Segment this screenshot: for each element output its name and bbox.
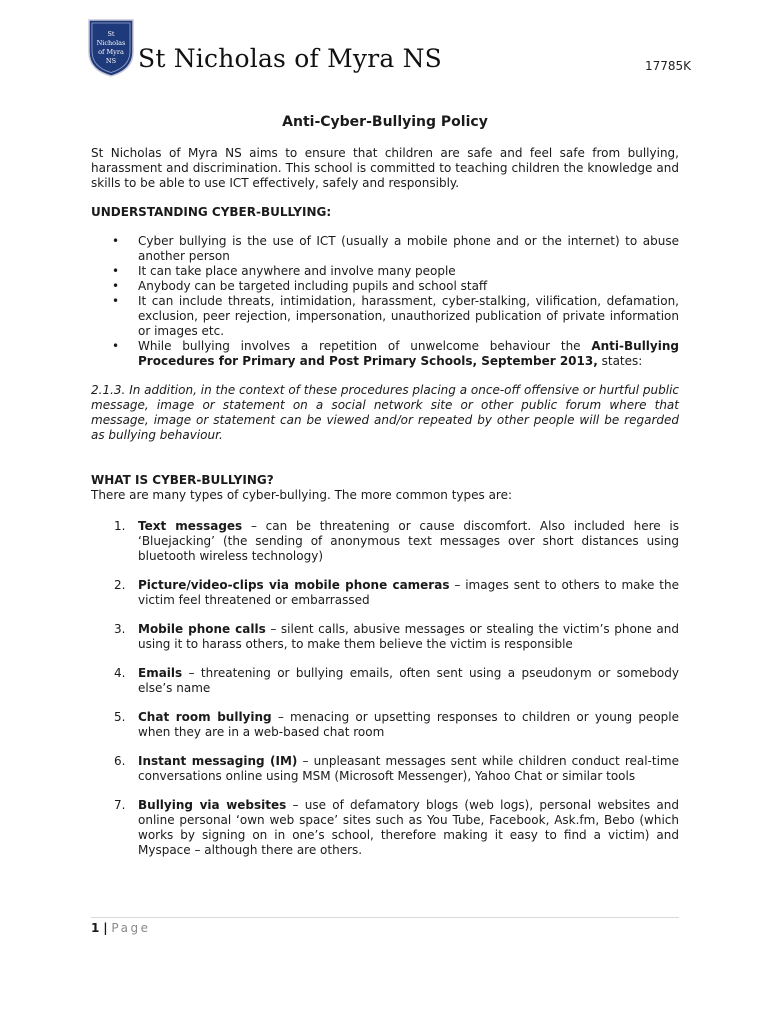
procedures-quote: 2.1.3. In addition, in the context of these procedures placing a once-off offensive or hurtful public message, image or statement on a social network site or other public forum where that message, image or statement can be viewed and/or repeated by other people will be regarded as bullying behaviour. xyxy=(91,383,679,442)
item-number: 3. xyxy=(114,622,126,636)
intro-paragraph: St Nicholas of Myra NS aims to ensure that children are safe and feel safe from bullying, harassment and discrimination. This school is committed to teaching children the knowledge and skills to be able to use ICT effectively, safely and responsibly. xyxy=(91,146,679,190)
page-number: 1 xyxy=(91,921,100,935)
footer-separator: | xyxy=(103,921,108,935)
list-item: • It can include threats, intimidation, harassment, cyber-stalking, vilification, defamation, exclusion, peer rejection, impersonation, unauthorized publication of private information or images etc. xyxy=(112,294,679,338)
what-is-lead: There are many types of cyber-bullying. The more common types are: xyxy=(91,488,513,502)
policy-title: Anti-Cyber-Bullying Policy xyxy=(282,114,488,130)
school-crest-logo xyxy=(87,18,135,78)
bullet-icon: • xyxy=(112,279,120,293)
svg-text:Nicholas: Nicholas xyxy=(96,39,126,47)
item-number: 6. xyxy=(114,754,126,768)
list-item xyxy=(91,578,679,608)
what-is-heading: WHAT IS CYBER-BULLYING? xyxy=(91,473,274,487)
item-term: Mobile phone calls xyxy=(138,622,266,636)
item-description: – unpleasant messages sent while children conduct real-time conversations online using MSM (Microsoft Messenger), Yahoo Chat or similar tools xyxy=(138,754,679,783)
item-description: – can be threatening or cause discomfort. Also included here is ‘Bluejacking’ (the sending of anonymous text messages over short distances using bluetooth wireless technology) xyxy=(138,519,679,563)
item-description: – threatening or bullying emails, often sent using a pseudonym or somebody else’s name xyxy=(138,666,679,695)
cyberbullying-types-list xyxy=(91,519,679,858)
list-item xyxy=(91,519,679,564)
list-item: • It can take place anywhere and involve many people xyxy=(112,264,456,278)
list-item xyxy=(91,666,679,696)
svg-text:of Myra: of Myra xyxy=(98,48,124,56)
list-item xyxy=(91,798,679,858)
item-term: Emails xyxy=(138,666,183,680)
item-term: Text messages xyxy=(138,519,243,533)
understanding-bullet-list xyxy=(91,234,679,369)
bullet-icon: • xyxy=(112,264,120,278)
item-number: 2. xyxy=(114,578,126,592)
list-item xyxy=(91,622,679,652)
page-footer xyxy=(91,921,150,935)
list-item: • Anybody can be targeted including pupils and school staff xyxy=(112,279,488,293)
item-description: – silent calls, abusive messages or stealing the victim’s phone and using it to harass others, to make them believe the victim is responsible xyxy=(138,622,679,651)
list-item xyxy=(91,710,679,740)
bullet-icon: • xyxy=(112,234,120,248)
item-description: – use of defamatory blogs (web logs), personal websites and online personal ‘own web space’ sites such as You Tube, Facebook, Ask.fm, Bebo (which works by signing on in one’s school, therefore making it easy to find a victim) and Myspace – although there are others. xyxy=(138,798,679,857)
item-number: 7. xyxy=(114,798,126,812)
policy-content xyxy=(91,113,679,872)
item-term: Bullying via websites xyxy=(138,798,287,812)
bullet-icon: • xyxy=(112,294,120,308)
item-description: – menacing or upsetting responses to children or young people when they are in a web-based chat room xyxy=(138,710,679,739)
understanding-heading: UNDERSTANDING CYBER-BULLYING: xyxy=(91,205,332,219)
item-number: 1. xyxy=(114,519,126,533)
footer-divider xyxy=(91,917,679,918)
list-item xyxy=(91,754,679,784)
roll-number: 17785K xyxy=(645,59,692,73)
item-number: 5. xyxy=(114,710,126,724)
item-number: 4. xyxy=(114,666,126,680)
svg-text:St: St xyxy=(107,30,115,38)
page-label: Page xyxy=(111,921,151,935)
svg-text:NS: NS xyxy=(105,57,117,65)
item-description: – images sent to others to make the victim feel threatened or embarrassed xyxy=(138,578,680,607)
item-term: Picture/video-clips via mobile phone cameras xyxy=(138,578,450,592)
bullet-icon: • xyxy=(112,339,120,353)
list-item: • While bullying involves a repetition of unwelcome behaviour the Anti-Bullying Procedures for Primary and Post Primary Schools, September 2013, states: xyxy=(112,339,679,368)
item-term: Instant messaging (IM) xyxy=(138,754,298,768)
item-term: Chat room bullying xyxy=(138,710,272,724)
school-name: St Nicholas of Myra NS xyxy=(138,44,442,73)
procedures-reference: Anti-Bullying Procedures for Primary and Post Primary Schools, September 2013, xyxy=(138,339,679,368)
list-item: • Cyber bullying is the use of ICT (usually a mobile phone and or the internet) to abuse another person xyxy=(112,234,679,263)
